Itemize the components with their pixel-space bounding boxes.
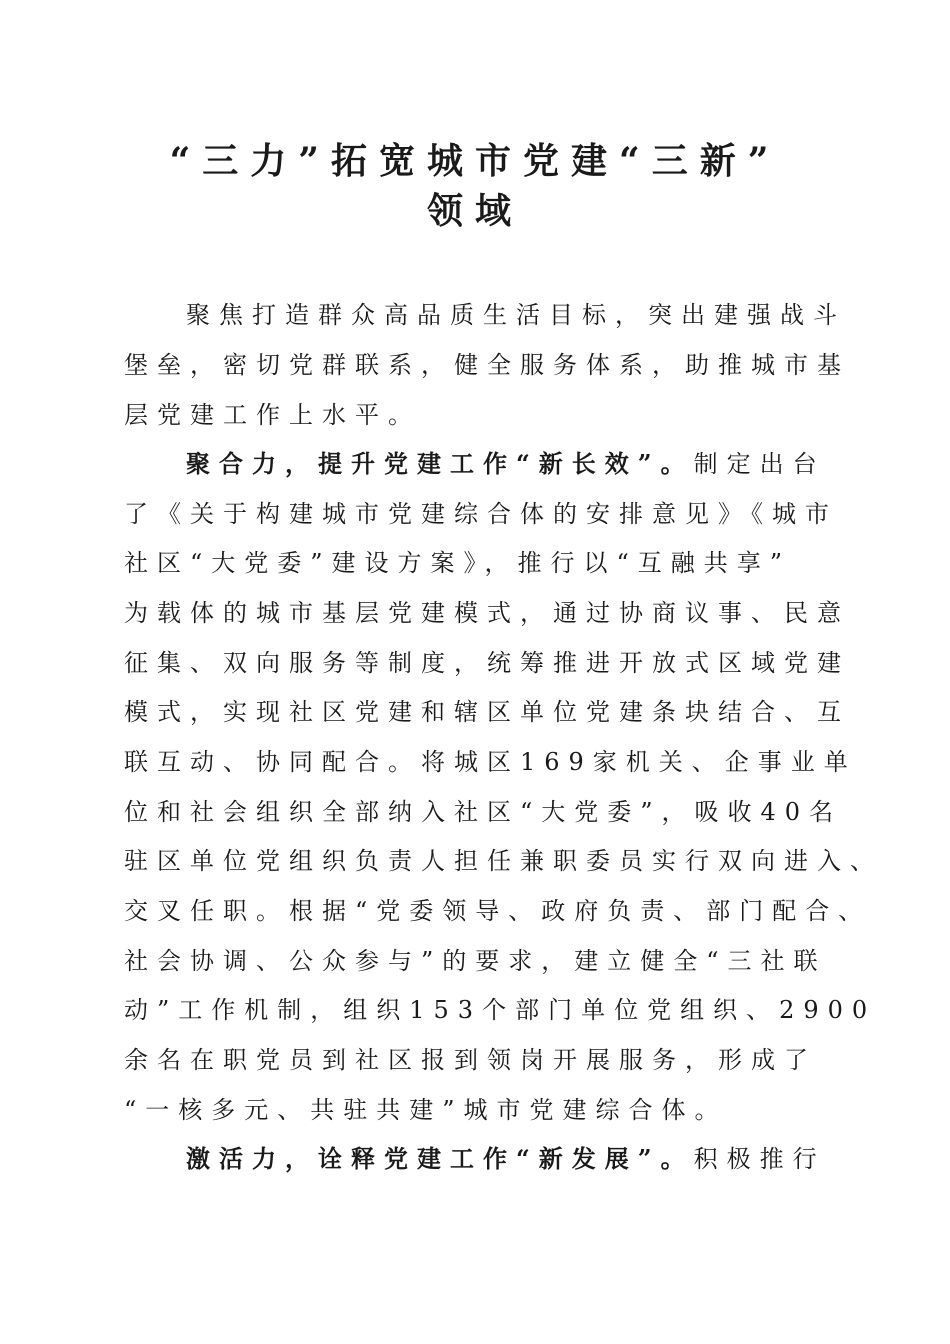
section1-line: 驻区单位党组织负责人担任兼职委员实行双向进入、 xyxy=(124,847,883,875)
section1-line: 社会协调、公众参与”的要求，建立健全“三社联 xyxy=(124,947,827,975)
section1-first-line-text: 制定出台 xyxy=(693,450,826,478)
section1-line: 动”工作机制，组织153个部门单位党组织、2900 xyxy=(124,996,877,1024)
intro-line: 层党建工作上水平。 xyxy=(124,401,421,429)
section2-first-line xyxy=(186,1144,906,1174)
section1-line: 为载体的城市基层党建模式，通过协商议事、民意 xyxy=(124,599,850,627)
document-title-line-2: 领域 xyxy=(426,190,523,232)
section1-line: 了《关于构建城市党建综合体的安排意见》《城市 xyxy=(124,500,838,528)
section2-heading: 激活力，诠释党建工作“新发展”。 xyxy=(186,1144,694,1173)
section1-first-line xyxy=(186,449,906,479)
section1-line: 余名在职党员到社区报到领岗开展服务，形成了 xyxy=(124,1046,817,1074)
section2-first-line-text: 积极推行 xyxy=(693,1145,826,1173)
section1-line: 社区“大党委”建设方案》，推行以“互融共享” xyxy=(124,549,792,577)
intro-line: 聚焦打造群众高品质生活目标，突出建强战斗 xyxy=(186,301,846,329)
section1-line: “一核多元、共驻共建”城市党建综合体。 xyxy=(124,1096,728,1124)
section1-line: 联互动、协同配合。将城区169家机关、企事业单 xyxy=(124,748,857,776)
section1-line: 位和社会组织全部纳入社区“大党委”，吸收40名 xyxy=(124,798,843,826)
section1-line: 模式，实现社区党建和辖区单位党建条块结合、互 xyxy=(124,698,850,726)
section1-line: 交叉任职。根据“党委领导、政府负责、部门配合、 xyxy=(124,897,872,925)
section1-line: 征集、双向服务等制度，统筹推进开放式区域党建 xyxy=(124,649,850,677)
section1-heading: 聚合力，提升党建工作“新长效”。 xyxy=(186,449,694,478)
document-title-line-1: “三力”拓宽城市党建“三新” xyxy=(169,140,781,182)
intro-line: 堡垒，密切党群联系，健全服务体系，助推城市基 xyxy=(124,351,850,379)
